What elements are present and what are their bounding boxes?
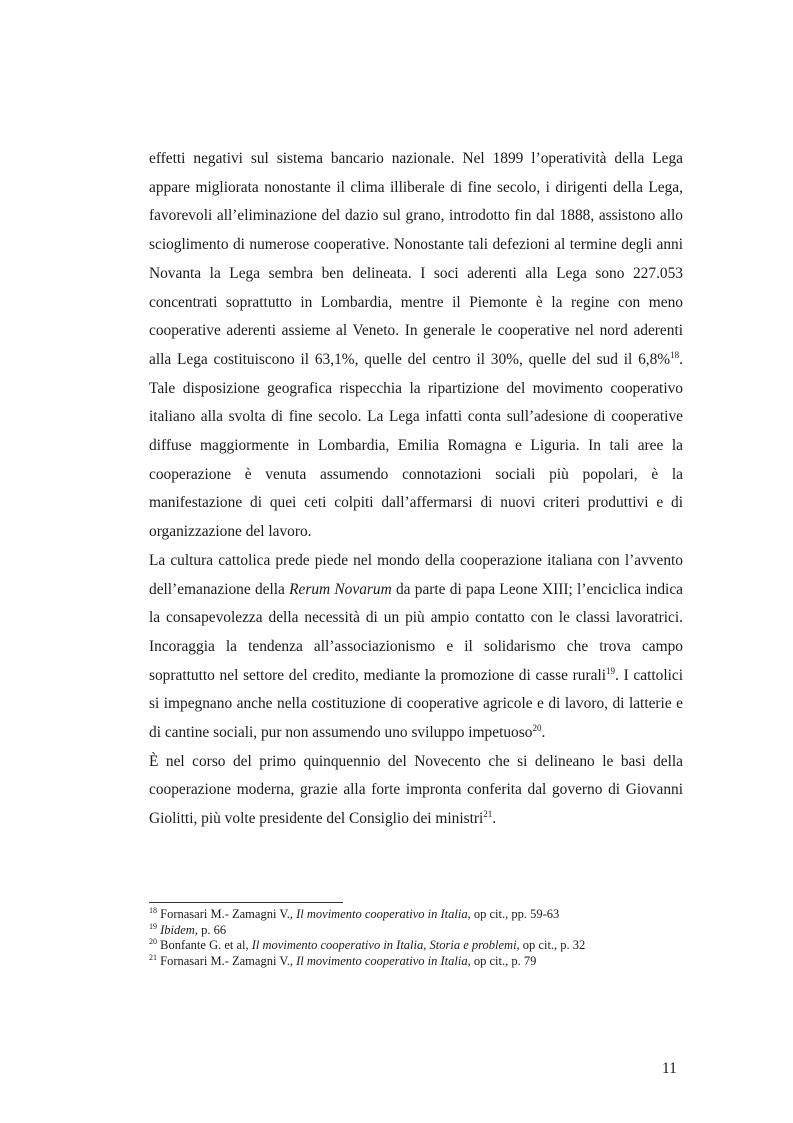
text-run: op cit., p. 32 bbox=[519, 938, 586, 953]
text-run: La cultura cattolica prede piede nel mondo della cooperazione italiana con l’avvento dell’emanazione della bbox=[149, 551, 683, 598]
italic-text: Il movimento cooperativo in Italia, bbox=[296, 907, 471, 921]
paragraph bbox=[149, 547, 683, 748]
text-run: Bonfante G. et al, bbox=[157, 938, 252, 953]
paragraph bbox=[149, 748, 683, 834]
text-run: Fornasari M.- Zamagni V., bbox=[157, 953, 297, 968]
footnotes bbox=[149, 907, 689, 969]
text-run: da parte di papa Leone XIII; l’enciclica indica la consapevolezza della necessità di un più ampio contatto con le classi lavoratrici. Incoraggia la tendenza all’associazionismo e il solidarismo che trova campo soprattutto nel settore del credito, mediante la promozione di casse rurali bbox=[149, 580, 683, 684]
footnote bbox=[149, 907, 689, 923]
footnote-ref: 20 bbox=[149, 937, 157, 947]
text-run: effetti negativi sul sistema bancario nazionale. Nel 1899 l’operatività della Lega appare migliorata nonostante il clima illiberale di fine secolo, i dirigenti della Lega, favorevoli all’eliminazione del dazio sul grano, introdotto fin dal 1888, assistono allo scioglimento di numerose cooperative. Nonostante tali defezioni al termine degli anni Novanta la Lega sembra ben delineata. I soci aderenti alla Lega sono 227.053 concentrati soprattutto in Lombardia, mentre il Piemonte è la regine con meno cooperative aderenti assieme al Veneto. In generale le cooperative nel nord aderenti alla Lega costituiscono il 63,1%, quelle del centro il 30%, quelle del sud il 6,8% bbox=[149, 150, 683, 368]
footnote-ref: 21 bbox=[483, 809, 493, 820]
footnote-ref: 19 bbox=[149, 921, 157, 931]
body-text bbox=[149, 145, 683, 834]
footnote bbox=[149, 938, 689, 954]
footnote-ref: 18 bbox=[670, 349, 680, 360]
italic-text: Ibidem bbox=[160, 922, 195, 937]
footnote-ref: 20 bbox=[532, 722, 542, 733]
text-run: . bbox=[541, 724, 546, 742]
footnote-ref: 19 bbox=[606, 665, 616, 676]
italic-text: Il movimento cooperativo in Italia, bbox=[296, 953, 471, 968]
footnote bbox=[149, 954, 689, 970]
text-run: op cit., p. 79 bbox=[470, 953, 537, 968]
text-run: . Tale disposizione geografica rispecchia la ripartizione del movimento cooperativo italiano alla svolta di fine secolo. La Lega infatti conta sull’adesione di cooperative diffuse maggiormente in Lombardia, Emilia Romagna e Liguria. In tali aree la cooperazione è venuta assumendo connotazioni sociali più popolari, è la manifestazione di quei ceti colpiti dall’affermarsi di nuovi criteri produttivi e di organizzazione del lavoro. bbox=[149, 350, 683, 541]
text-run: , p. 66 bbox=[194, 922, 227, 937]
footnote-separator bbox=[149, 902, 343, 903]
text-run: È nel corso del primo quinquennio del Novecento che si delineano le basi della cooperazione moderna, grazie alla forte impronta conferita dal governo di Giovanni Giolitti, più volte presidente del Consiglio dei ministri bbox=[149, 752, 683, 828]
text-run: . I cattolici si impegnano anche nella costituzione di cooperative agricole e di lavoro, di latterie e di cantine sociali, pur non assumendo uno sviluppo impetuoso bbox=[149, 666, 683, 742]
text-run: . bbox=[492, 810, 497, 828]
italic-text: Rerum Novarum bbox=[289, 580, 392, 598]
footnote-ref: 21 bbox=[149, 952, 157, 962]
italic-text: Il movimento cooperativo in Italia, Storia e problemi, bbox=[251, 938, 520, 953]
text-run: Fornasari M.- Zamagni V., bbox=[157, 907, 297, 921]
paragraph bbox=[149, 145, 683, 547]
footnote-ref: 18 bbox=[149, 905, 157, 915]
text-run: op cit., pp. 59-63 bbox=[470, 907, 560, 921]
footnote bbox=[149, 923, 689, 939]
page-number: 11 bbox=[662, 1060, 677, 1077]
